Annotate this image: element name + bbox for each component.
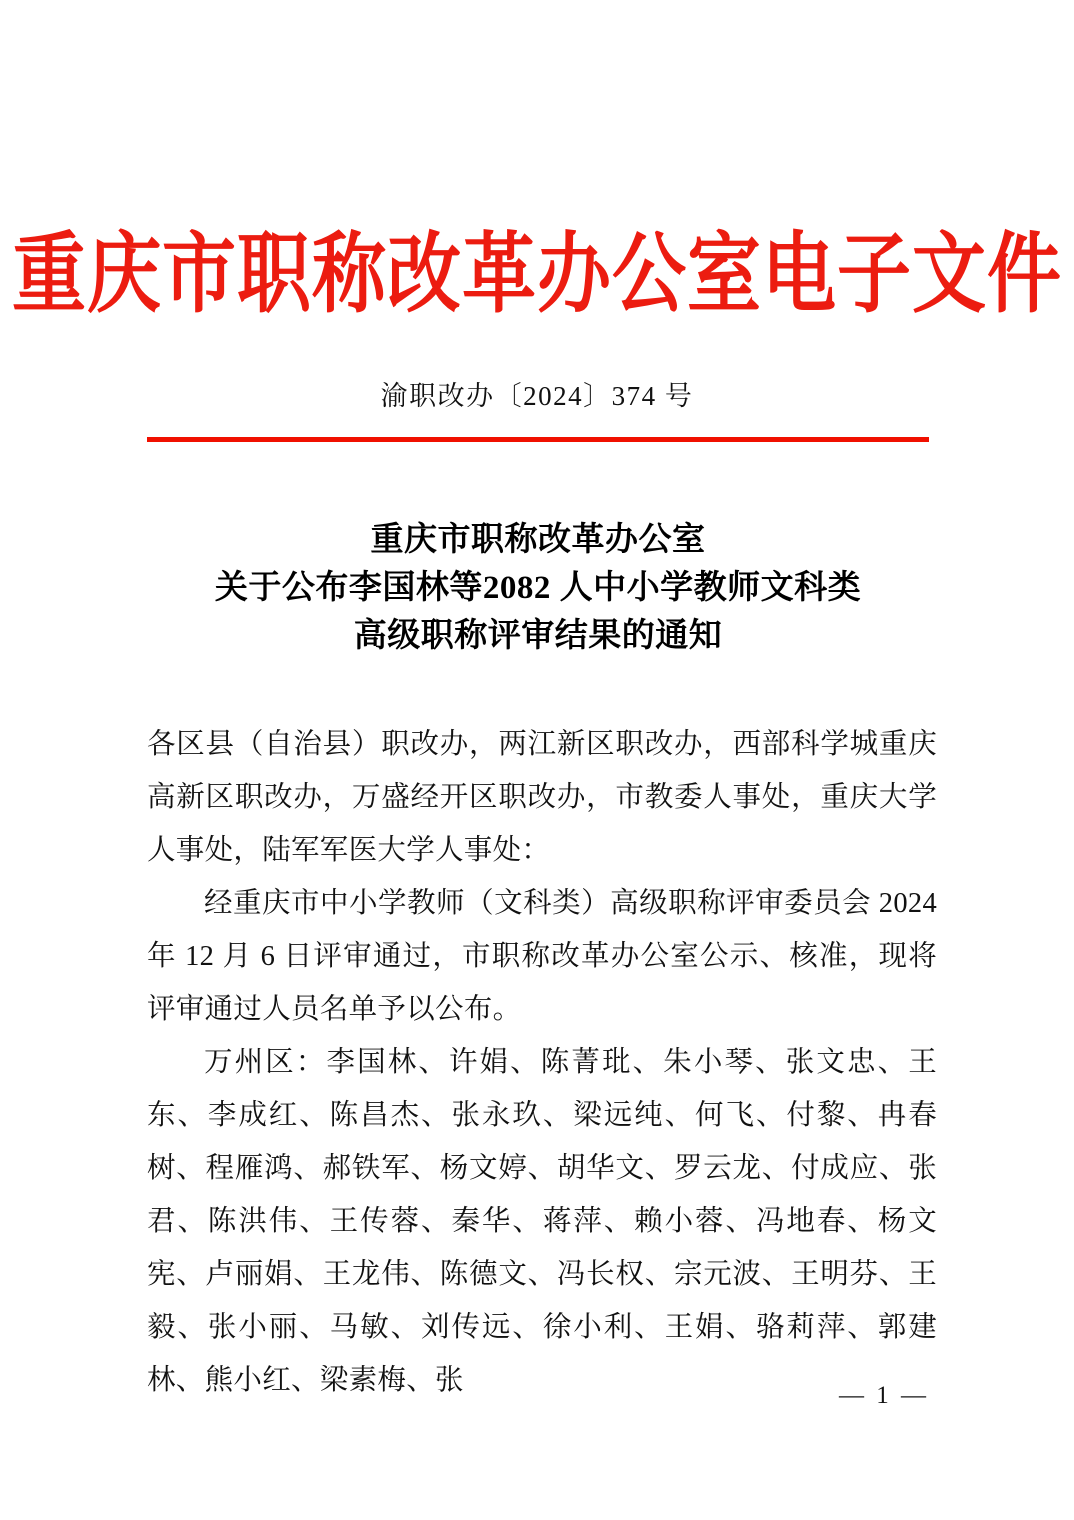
document-title-line-2: 关于公布李国林等2082 人中小学教师文科类 [214, 570, 862, 606]
letterhead [0, 227, 1074, 325]
document-body [147, 718, 937, 1407]
body-paragraph-approval: 经重庆市中小学教师（文科类）高级职称评审委员会 2024 年 12 月 6 日评审通过，市职称改革办公室公示、核准，现将评审通过人员名单予以公布。 [147, 888, 937, 1025]
document-title [147, 516, 929, 660]
body-paragraph-name-list: 万州区：李国林、许娟、陈菁玭、朱小琴、张文忠、王东、李成红、陈昌杰、张永玖、梁远纯、何飞、付黎、冉春树、程雁鸿、郝铁军、杨文婷、胡华文、罗云龙、付成应、张君、陈洪伟、王传蓉、秦华、蒋萍、赖小蓉、冯地春、杨文宪、卢丽娟、王龙伟、陈德文、冯长权、宗元波、王明芬、王毅、张小丽、马敏、刘传远、徐小利、王娟、骆莉萍、郭建林、熊小红、梁素梅、张 [147, 1047, 937, 1396]
letterhead-title: 重庆市职称改革办公室电子文件 [12, 227, 1062, 325]
document-title-line-1: 重庆市职称改革办公室 [370, 522, 706, 558]
document-title-line-3: 高级职称评审结果的通知 [353, 618, 723, 654]
red-separator-rule [147, 437, 929, 442]
body-addressee: 各区县（自治县）职改办，两江新区职改办，西部科学城重庆高新区职改办，万盛经开区职改办，市教委人事处，重庆大学人事处，陆军军医大学人事处： [147, 729, 937, 866]
document-number: 渝职改办〔2024〕374 号 [380, 381, 694, 411]
page-number-footer: — 1 — [839, 1382, 929, 1409]
